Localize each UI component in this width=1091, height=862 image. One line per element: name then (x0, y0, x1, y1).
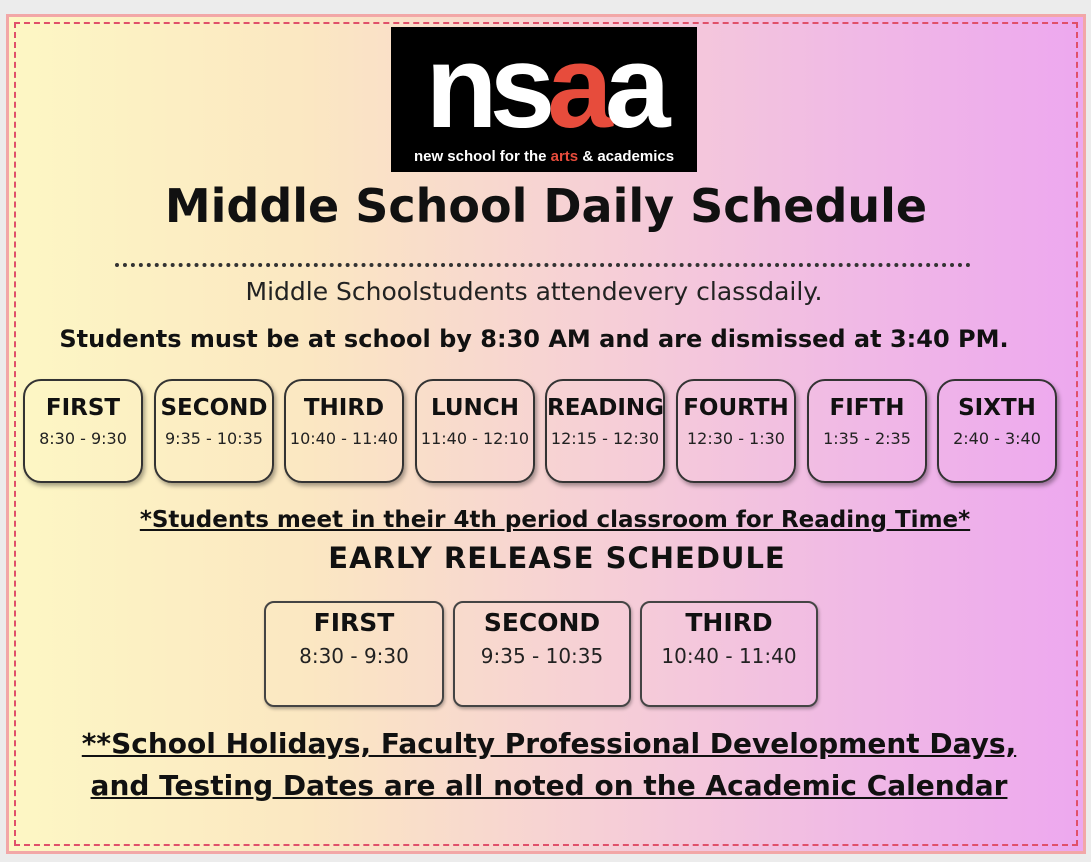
period-name: THIRD (303, 395, 385, 421)
period-name: FIRST (45, 395, 121, 421)
period-time: 12:30 - 1:30 (687, 429, 785, 448)
early-period-name: FIRST (313, 608, 395, 637)
period-name: READING (547, 395, 664, 421)
early-box-third (640, 601, 818, 707)
period-name: FOURTH (683, 395, 789, 421)
logo-tagline: new school for the arts & academics (413, 148, 675, 165)
nsaa-wordmark (391, 27, 697, 145)
period-box-first (23, 379, 143, 483)
early-period-time: 8:30 - 9:30 (299, 644, 409, 668)
period-name: SIXTH (958, 395, 1036, 421)
dotted-divider (115, 263, 971, 267)
schedule-flyer (6, 14, 1086, 854)
period-box-fifth (807, 379, 927, 483)
period-box-reading (545, 379, 665, 483)
early-release-heading: EARLY RELEASE SCHEDULE (328, 541, 786, 575)
period-time: 8:30 - 9:30 (39, 429, 127, 448)
period-box-sixth (937, 379, 1057, 483)
nsaa-logo (391, 27, 697, 172)
period-box-second (154, 379, 274, 483)
period-name: SECOND (160, 395, 268, 421)
period-box-third (284, 379, 404, 483)
early-box-first (264, 601, 444, 707)
early-period-time: 9:35 - 10:35 (480, 644, 604, 668)
footer-line-1: **School Holidays, Faculty Professional Development Days, (81, 727, 1017, 760)
early-period-name: THIRD (685, 608, 773, 637)
svg-text:nsaa: nsaa (425, 27, 663, 145)
early-period-name: SECOND (483, 608, 601, 637)
period-time: 1:35 - 2:35 (823, 429, 911, 448)
footer-line-2: and Testing Dates are all noted on the Academic Calendar (90, 769, 1008, 802)
period-time: 2:40 - 3:40 (953, 429, 1041, 448)
page-title: Middle School Daily Schedule (164, 179, 928, 233)
period-time: 11:40 - 12:10 (420, 429, 530, 448)
arrival-dismissal-rule: Students must be at school by 8:30 AM and are dismissed at 3:40 PM. (59, 325, 1009, 353)
subtitle: Middle Schoolstudents attendevery classdaily. (245, 277, 823, 306)
period-box-lunch (415, 379, 535, 483)
early-period-time: 10:40 - 11:40 (661, 644, 797, 668)
period-time: 10:40 - 11:40 (289, 429, 399, 448)
period-time: 12:15 - 12:30 (550, 429, 660, 448)
period-box-fourth (676, 379, 796, 483)
period-name: FIFTH (829, 395, 905, 421)
early-box-second (453, 601, 631, 707)
period-time: 9:35 - 10:35 (165, 429, 263, 448)
period-name: LUNCH (431, 395, 519, 421)
reading-time-note: *Students meet in their 4th period classroom for Reading Time* (139, 507, 971, 533)
